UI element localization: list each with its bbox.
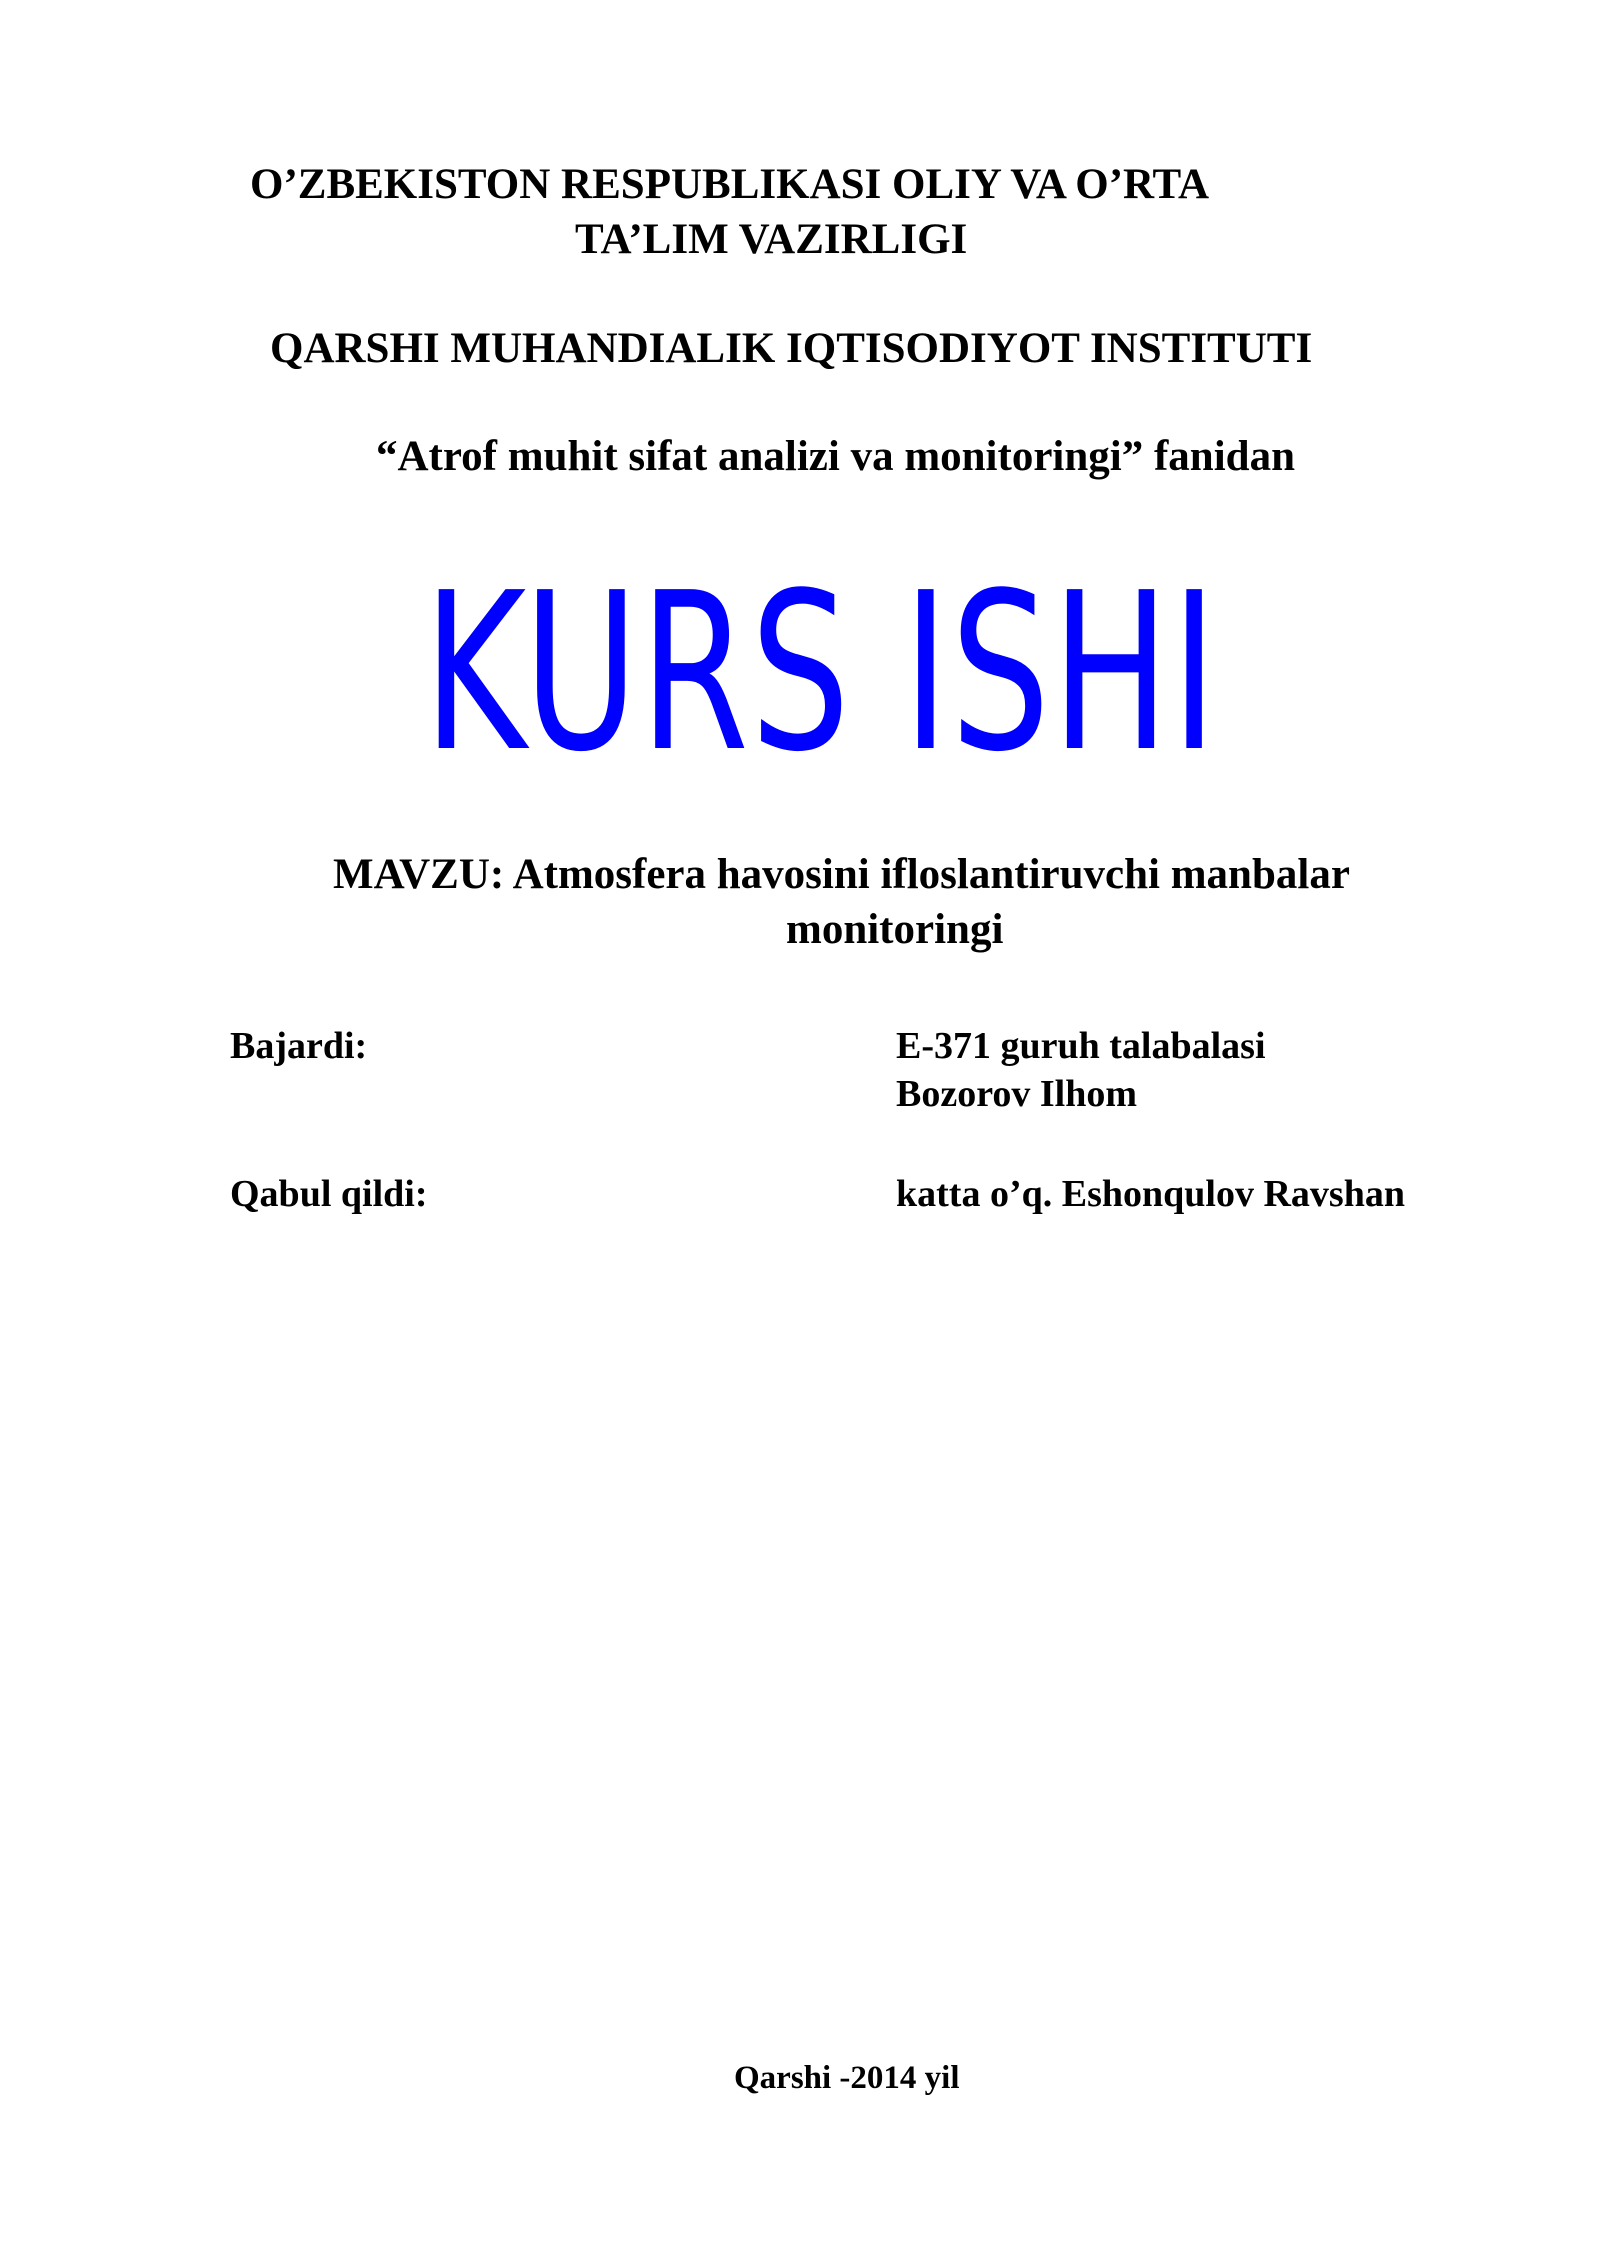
performed-label: Bajardi: [230, 1025, 368, 1067]
ministry-title-line-1: O’ZBEKISTON RESPUBLIKASI OLIY VA O’RTA [250, 161, 1210, 208]
document-title: KURS ISHI [423, 547, 1219, 800]
performed-group: E-371 guruh talabalasi [896, 1025, 1266, 1067]
accepted-name: katta o’q. Eshonqulov Ravshan [896, 1173, 1405, 1215]
institute-name: QARSHI MUHANDIALIK IQTISODIYOT INSTITUTI [270, 325, 1313, 372]
subject-name: “Atrof muhit sifat analizi va monitoringi” fanidan [376, 433, 1295, 480]
performed-name: Bozorov Ilhom [896, 1073, 1138, 1115]
topic-line-1: MAVZU: Atmosfera havosini ifloslantiruvchi manbalar [333, 851, 1350, 898]
place-and-year: Qarshi -2014 yil [734, 2060, 960, 2096]
ministry-title-line-2: TA’LIM VAZIRLIGI [575, 216, 968, 263]
topic-line-2: monitoringi [786, 906, 1004, 953]
accepted-label: Qabul qildi: [230, 1173, 428, 1215]
